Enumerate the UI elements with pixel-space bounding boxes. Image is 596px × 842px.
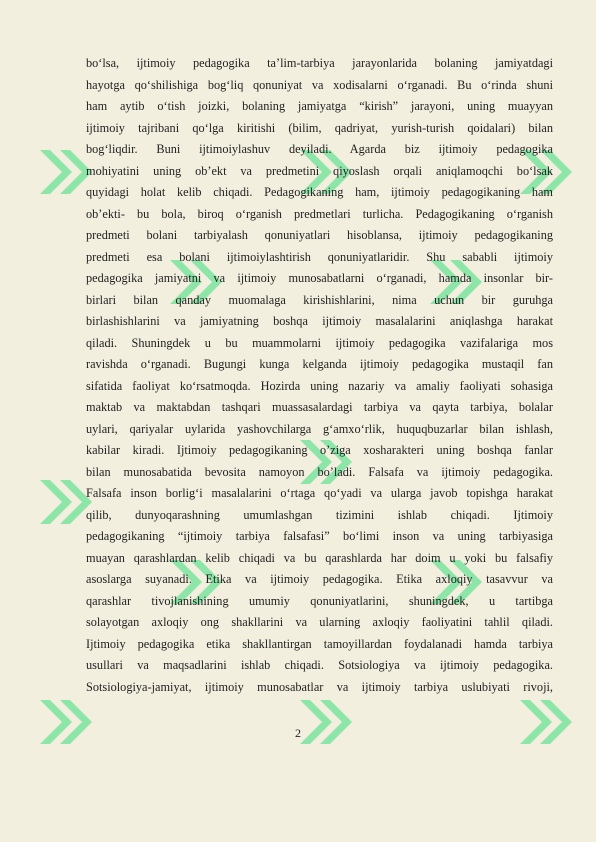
text-line: Falsafa inson borlig‘i masalalarini o‘rtaga qo‘yadi va ularga javob topishga harakat [86,486,553,500]
body-text [86,53,553,698]
text-line: qarashlar tivojlanishining umumiy qonuniyatlarini, shuningdek, u tartibga [86,593,553,608]
text-line: hayotga qo‘shilishiga bog‘liq qonuniyat va xodisalarni o‘rganadi. Bu o‘rinda shuni [86,77,553,92]
text-line: usullari va maqsadlarini ishlab chiqadi. Sotsiologiya va ijtimoiy pedagogika. [86,658,553,672]
watermark-chevron [40,480,92,524]
text-line: pedagogika jamiyatni va ijtimoiy munosabatlarni o‘rganadi, hamda insonlar bir- [86,271,553,285]
text-line: bo‘lsa, ijtimoiy pedagogika ta’lim-tarbiya jarayonlarida bolaning jamiyatdagi [86,56,553,70]
text-line: qilib, dunyoqarashning umumlashgan tizimini ishlab chiqadi. Ijtimoiy [86,507,553,522]
text-line: ijtimoiy tajribani qo‘lga kiritishi (bilim, qadriyat, yurish-turish qoidalari) bilan [86,120,553,135]
text-line: birlashishlarini va jamiyatning boshqa ijtimoiy masalalarini aniqlashga harakat [86,314,553,328]
text-line: bilan munosabatida bevosita namoyon bo’ladi. Falsafa va ijtimoiy pedagogika. [86,464,553,479]
text-line: Sotsiologiya-jamiyat, ijtimoiy munosabatlar va ijtimoiy tarbiya uslubiyati rivoji, [86,679,553,694]
text-line: Ijtimoiy pedagogika etika shakllantirgan tamoyillardan foydalanadi hamda tarbiya [86,636,553,651]
text-line: kabilar kiradi. Ijtimoiy pedagogikaning o’ziga xosharakteri uning boshqa fanlar [86,443,553,457]
text-line: pedagogikaning “ijtimoiy tarbiya falsafasi” bo‘limi inson va uning tarbiyasiga [86,529,553,543]
text-line: muayan qarashlardan kelib chiqadi va bu qarashlarda har doim u yoki bu falsafiy [86,550,553,565]
text-line: asoslarga suyanadi. Etika va ijtimoiy pedagogika. Etika axloqiy tasavvur va [86,572,553,586]
text-line: ob’ekti- bu bola, biroq o‘rganish predmetlari turlicha. Pedagogikaning o‘rganish [86,206,553,221]
text-line: solayotgan axloqiy ong shakllarini va ularning axloqiy faoliyatini tahlil qiladi. [86,615,553,629]
text-line: predmeti bolani tarbiyalash qonuniyatlari hisoblansa, ijtimoiy pedagogikaning [86,228,553,242]
text-line: uylari, qariyalar uylarida yashovchilarga g‘amxo‘rlik, huquqbuzarlar bilan ishlash, [86,421,553,436]
text-line: sifatida faoliyat ko‘rsatmoqda. Hozirda uning nazariy va amaliy faoliyati sohasiga [86,378,553,393]
text-line: qiladi. Shuningdek u bu muammolarni ijtimoiy pedagogika vazifalariga mos [86,335,553,350]
text-line: maktab va maktabdan tashqari muassasalardagi tarbiya va qayta tarbiya, bolalar [86,400,553,414]
text-line: bog‘liqdir. Buni ijtimoiylashuv deyiladi. Agarda biz ijtimoiy pedagogika [86,142,553,156]
page-number: 2 [295,726,301,740]
text-line: mohiyatini uning ob’ekt va predmetini qiyoslash orqali aniqlamoqchi bo‘lsak [86,163,553,178]
text-line: quyidagi holat kelib chiqadi. Pedagogikaning ham, ijtimoiy pedagogikaning ham [86,185,553,199]
text-line: ham aytib o‘tish joizki, bolaning jamiyatga “kirish” jarayoni, uning muayyan [86,99,553,113]
text-line: ravishda o‘rganadi. Bugungi kunga kelganda ijtimoiy pedagogika mustaqil fan [86,357,553,371]
text-line: predmeti esa bolani ijtimoiylashtirish qonuniyatlaridir. Shu sababli ijtimoiy [86,249,553,264]
watermark-chevron [40,150,92,194]
text-line: birlari bilan qanday muomalaga kirishishlarini, nima uchun bir guruhga [86,292,553,307]
